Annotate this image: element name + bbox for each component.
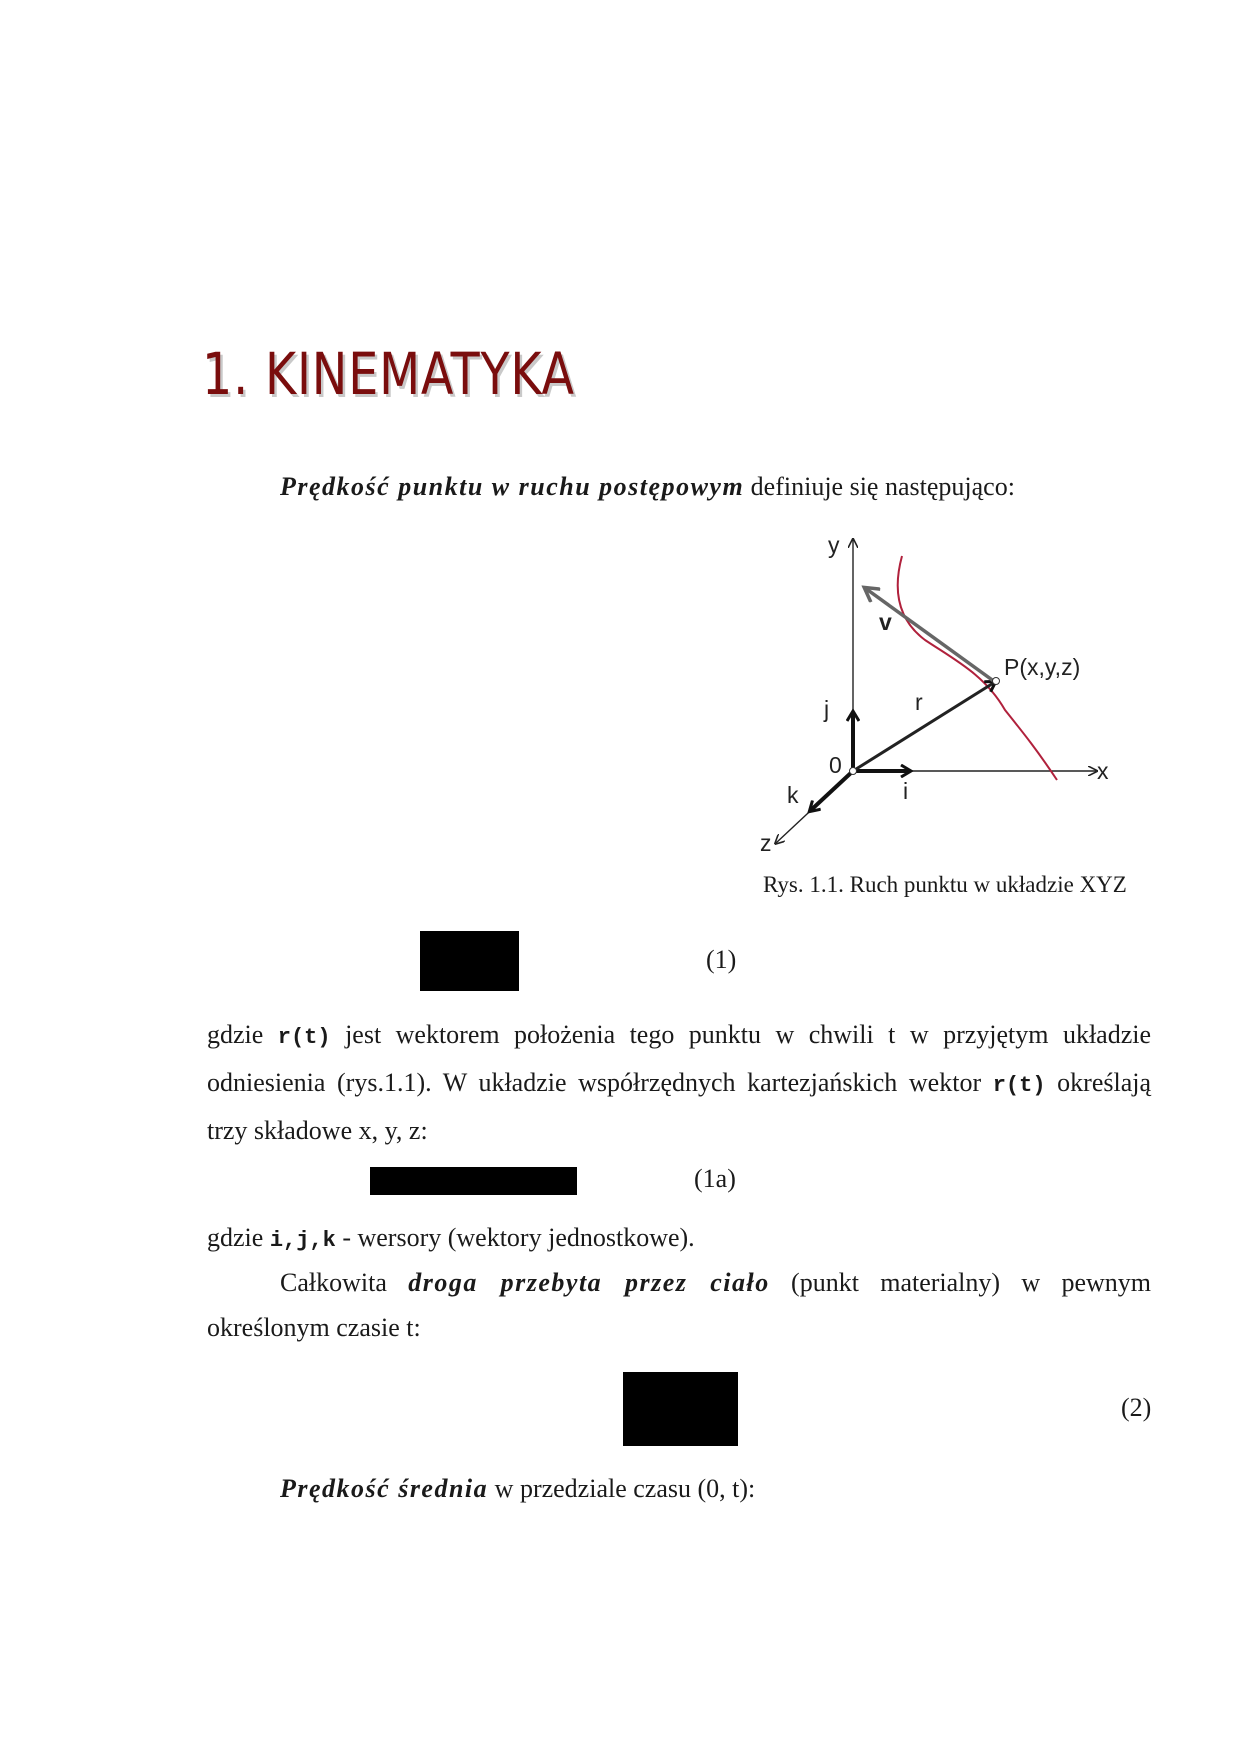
paragraph-2: gdzie i,j,k - wersory (wektory jednostkowe). <box>207 1223 695 1253</box>
kinematics-figure <box>740 520 1120 860</box>
label-point: P(x,y,z) <box>1004 654 1081 680</box>
paragraph-4: Prędkość średnia w przedziale czasu (0, t): <box>280 1474 756 1503</box>
equation-1-image <box>420 931 519 991</box>
intro-paragraph <box>280 464 1015 509</box>
equation-1a-number: (1a) <box>694 1164 736 1193</box>
paragraph-3 <box>207 1260 1151 1350</box>
paragraph-1 <box>207 1012 1151 1153</box>
equation-1a-image <box>370 1167 577 1195</box>
vector-r-t: r(t) <box>277 1025 331 1050</box>
paragraph-1-line-1: gdzie r(t) jest wektorem położenia tego punktu w chwili t w przyjętym układzie <box>207 1020 1152 1050</box>
label-origin: 0 <box>829 752 842 778</box>
label-x: x <box>1097 758 1109 784</box>
intro-bold: Prędkość punktu w ruchu postępowym <box>280 472 745 501</box>
paragraph-1-line-2: odniesienia (rys.1.1). W układzie współrzędnych kartezjańskich wektor r(t) określają <box>207 1068 1152 1098</box>
origin-point <box>850 768 857 775</box>
label-r: r <box>915 689 923 715</box>
label-i: i <box>903 778 909 804</box>
intro-rest: definiuje się następująco: <box>750 472 1015 501</box>
label-z: z <box>760 830 772 856</box>
r-position-vector <box>853 682 995 771</box>
point-p <box>993 678 1000 685</box>
vector-r-t-2: r(t) <box>992 1073 1046 1098</box>
paragraph-3-bold: droga przebyta przez ciało <box>408 1268 770 1297</box>
equation-2-number: (2) <box>1121 1393 1152 1422</box>
v-velocity-vector <box>865 588 995 682</box>
label-v: v <box>879 609 892 635</box>
paragraph-3-line-1: Całkowita droga przebyta przez ciało (punkt materialny) w pewnym <box>280 1268 1152 1297</box>
paragraph-4-bold: Prędkość średnia <box>280 1474 489 1503</box>
label-j: j <box>824 696 830 722</box>
equation-1-number: (1) <box>706 945 737 974</box>
equation-2-image <box>623 1372 738 1446</box>
chapter-title: 1. KINEMATYKA <box>202 340 575 408</box>
figure-caption: Rys. 1.1. Ruch punktu w układzie XYZ <box>763 872 1127 897</box>
paragraph-3-line-2: określonym czasie t: <box>207 1313 421 1342</box>
vector-ijk: i,j,k <box>269 1228 336 1253</box>
label-y: y <box>828 532 840 558</box>
paragraph-1-line-3: trzy składowe x, y, z: <box>207 1116 428 1145</box>
label-k: k <box>787 782 799 808</box>
